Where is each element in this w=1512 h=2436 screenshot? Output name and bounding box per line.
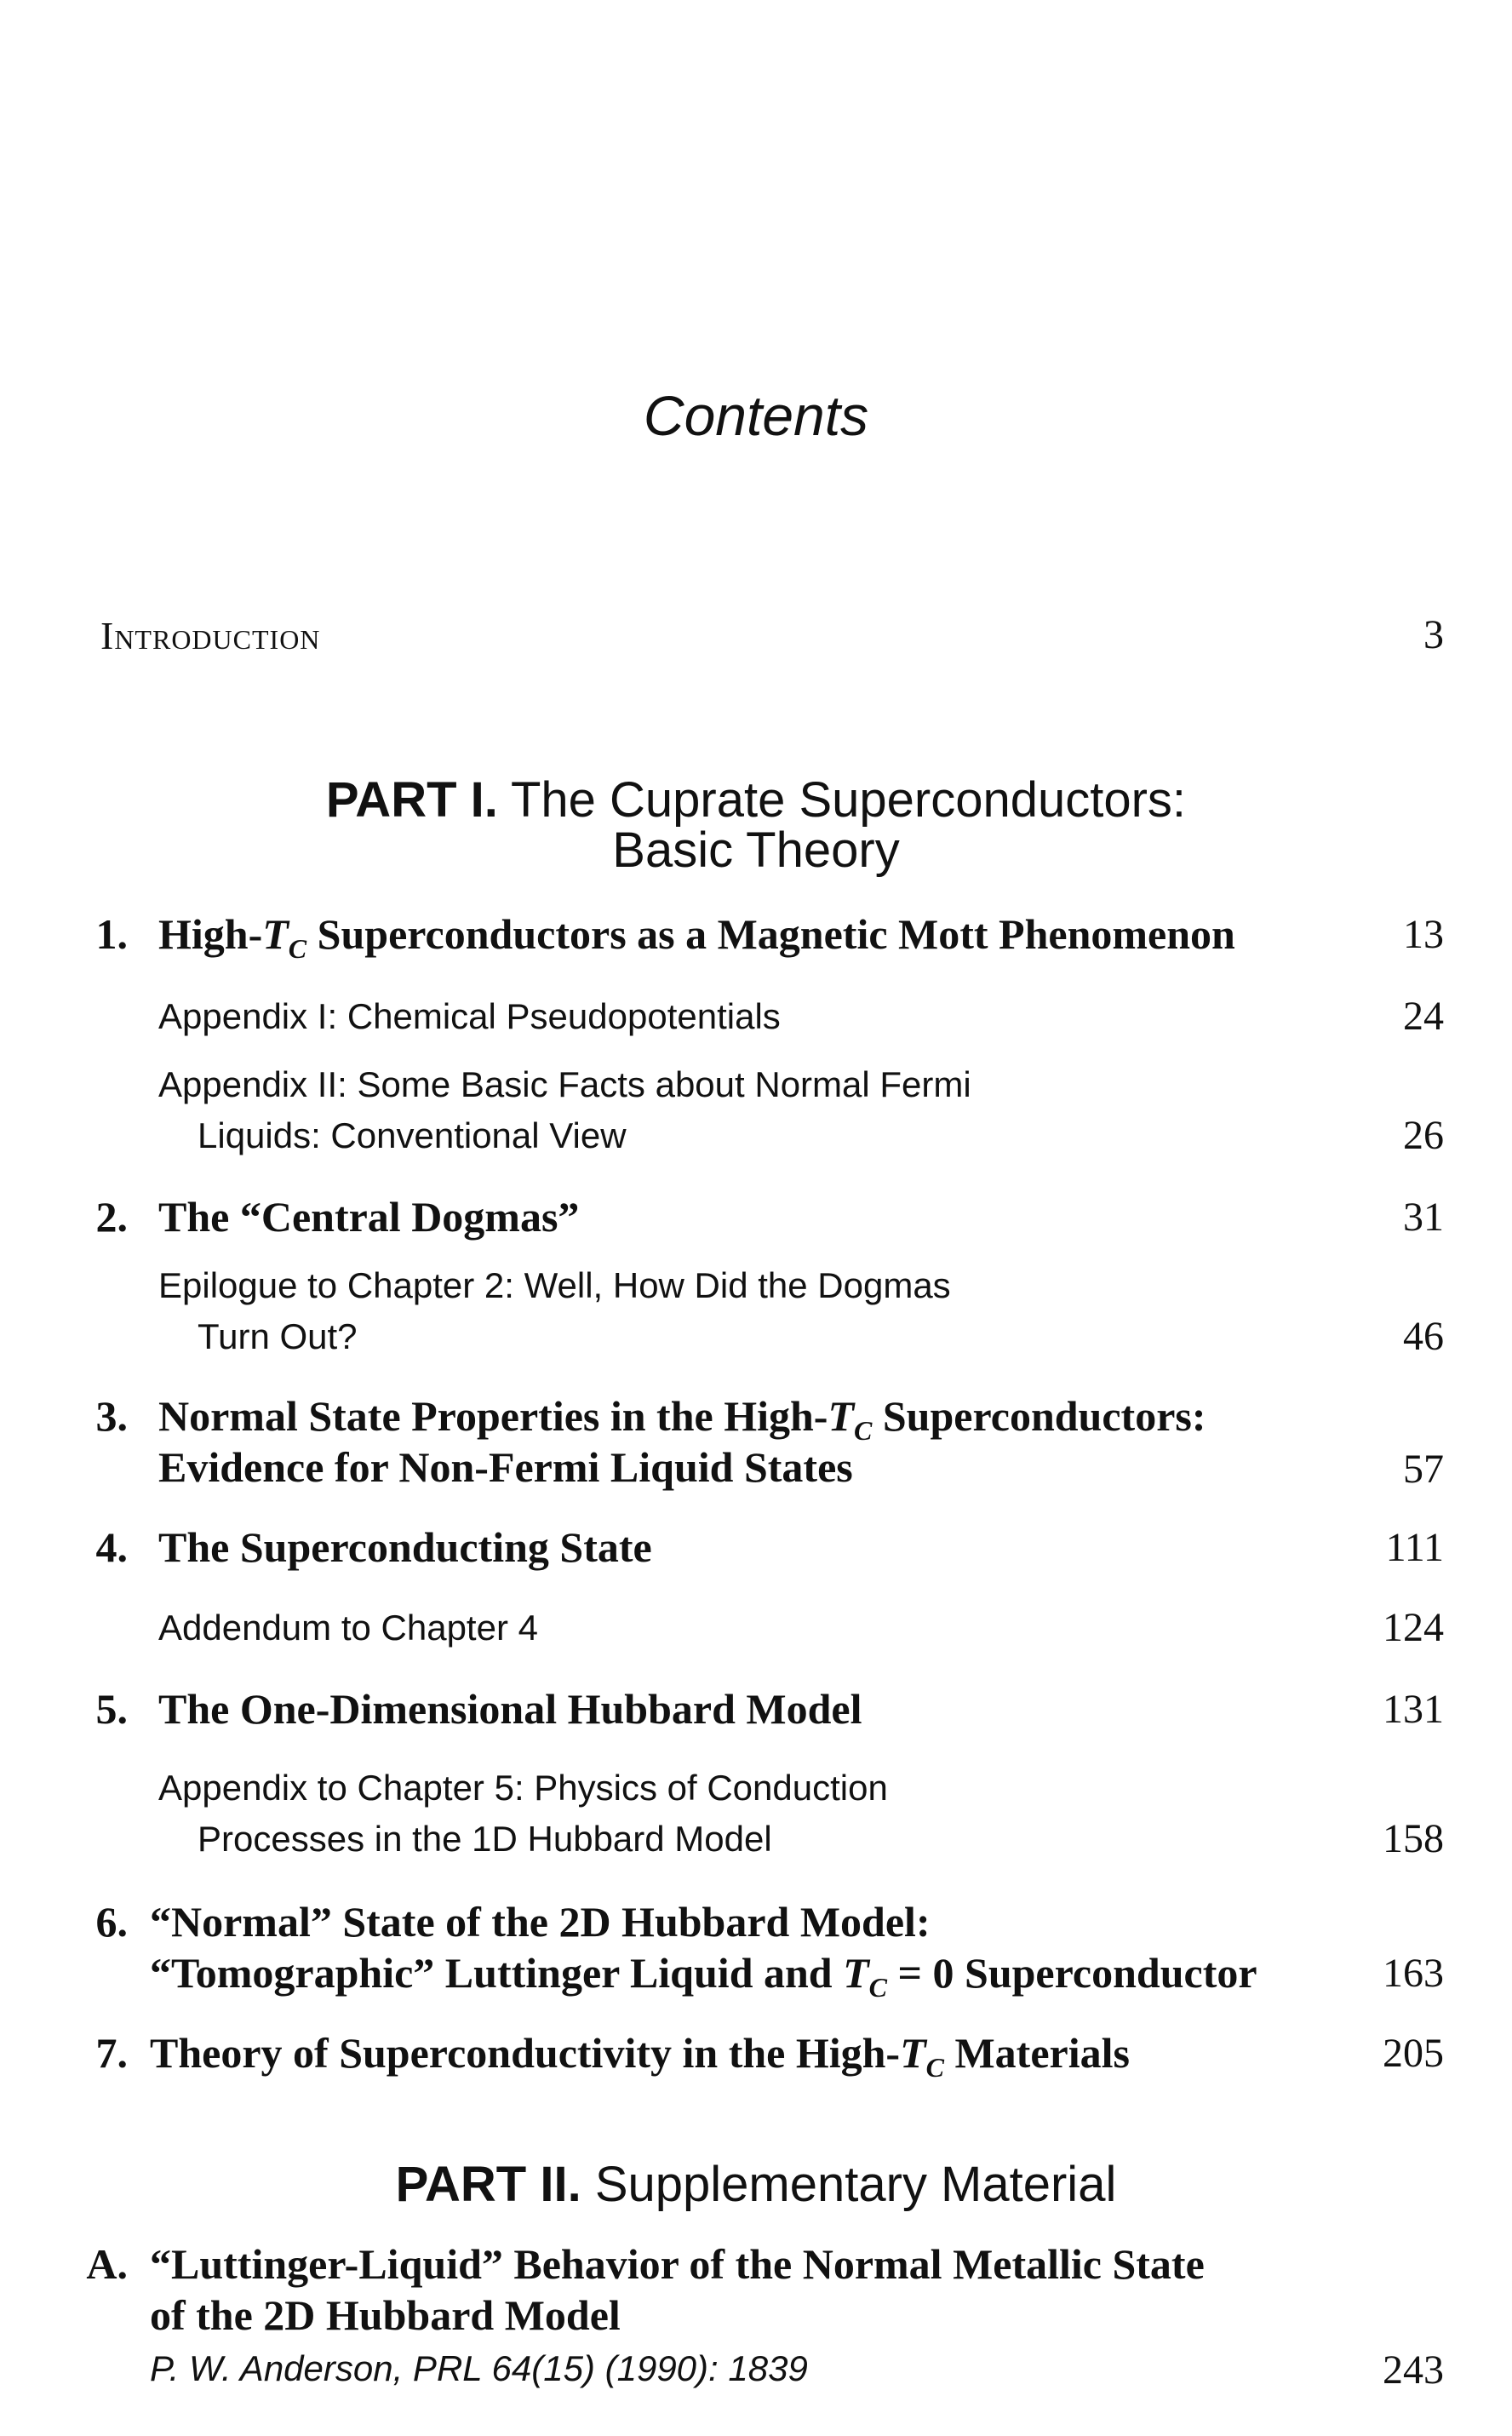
c-subscript: C bbox=[288, 933, 307, 964]
toc-entry-epilogue-2-line2: Turn Out? bbox=[198, 1316, 358, 1356]
page-number: 46 bbox=[1403, 1314, 1444, 1359]
toc-entry-chapter-7[interactable] bbox=[150, 2028, 1130, 2083]
toc-entry-appendix-2[interactable]: Appendix II: Some Basic Facts about Normal Fermi bbox=[158, 1064, 971, 1104]
chapter-number: 3. bbox=[95, 1392, 128, 1440]
chapter-title-rest: Superconductors as a Magnetic Mott Phenomenon bbox=[306, 910, 1235, 958]
part-label: PART I. bbox=[325, 772, 498, 828]
page-number: 31 bbox=[1403, 1195, 1444, 1240]
toc-entry-chapter-6-line2 bbox=[150, 1948, 1257, 2003]
page-number: 243 bbox=[1383, 2347, 1444, 2393]
t-symbol: T bbox=[262, 910, 289, 958]
toc-entry-appendix-5[interactable]: Appendix to Chapter 5: Physics of Conduction bbox=[158, 1768, 888, 1808]
part-label: PART II. bbox=[395, 2157, 581, 2212]
page-number: 13 bbox=[1403, 912, 1444, 957]
chapter-number: 7. bbox=[95, 2029, 128, 2077]
chapter-title: “Tomographic” Luttinger Liquid and bbox=[150, 1949, 844, 1997]
chapter-title: Normal State Properties in the High- bbox=[158, 1392, 828, 1440]
toc-entry-chapter-a-line2: of the 2D Hubbard Model bbox=[150, 2291, 621, 2339]
chapter-number: 6. bbox=[95, 1898, 128, 1946]
chapter-number: 4. bbox=[95, 1523, 128, 1571]
citation: P. W. Anderson, PRL 64(15) (1990): 1839 bbox=[150, 2348, 808, 2388]
c-subscript: C bbox=[868, 1972, 888, 2003]
toc-entry-addendum-4[interactable]: Addendum to Chapter 4 bbox=[158, 1608, 538, 1648]
c-subscript: C bbox=[854, 1415, 873, 1446]
page-number: 124 bbox=[1383, 1605, 1444, 1650]
part-heading bbox=[0, 2156, 1512, 2213]
toc-entry-chapter-a[interactable]: “Luttinger-Liquid” Behavior of the Normal Metallic State bbox=[150, 2240, 1205, 2288]
page-number: 24 bbox=[1403, 994, 1444, 1039]
part-heading bbox=[0, 771, 1512, 828]
page-number: 158 bbox=[1383, 1816, 1444, 1861]
page-number: 205 bbox=[1383, 2031, 1444, 2076]
t-symbol: T bbox=[828, 1392, 854, 1440]
page-number: 131 bbox=[1383, 1687, 1444, 1732]
toc-entry-chapter-1[interactable] bbox=[158, 909, 1235, 965]
toc-entry-chapter-5[interactable]: The One-Dimensional Hubbard Model bbox=[158, 1685, 862, 1733]
page-number: 26 bbox=[1403, 1113, 1444, 1158]
chapter-title-rest: Superconductors: bbox=[872, 1392, 1206, 1440]
page-number: 111 bbox=[1385, 1525, 1444, 1570]
chapter-number: 2. bbox=[95, 1193, 128, 1241]
toc-entry-chapter-6[interactable]: “Normal” State of the 2D Hubbard Model: bbox=[150, 1898, 931, 1946]
part-title-line2: Basic Theory bbox=[612, 823, 900, 878]
chapter-number: 5. bbox=[95, 1685, 128, 1733]
t-symbol: T bbox=[900, 2029, 926, 2077]
toc-entry-chapter-2[interactable]: The “Central Dogmas” bbox=[158, 1193, 580, 1241]
toc-entry-appendix-1[interactable]: Appendix I: Chemical Pseudopotentials bbox=[158, 996, 781, 1036]
chapter-title: Theory of Superconductivity in the High- bbox=[150, 2029, 901, 2077]
t-symbol: T bbox=[843, 1949, 869, 1997]
toc-entry-appendix-2-line2: Liquids: Conventional View bbox=[198, 1115, 627, 1155]
chapter-title-rest: Materials bbox=[943, 2029, 1130, 2077]
toc-entry-introduction[interactable]: Introduction bbox=[100, 614, 321, 657]
chapter-title: High- bbox=[158, 910, 263, 958]
toc-entry-chapter-3[interactable] bbox=[158, 1391, 1206, 1447]
page-number: 57 bbox=[1403, 1447, 1444, 1492]
chapter-number: A. bbox=[86, 2240, 128, 2288]
c-subscript: C bbox=[925, 2052, 944, 2083]
toc-entry-chapter-3-line2: Evidence for Non-Fermi Liquid States bbox=[158, 1443, 853, 1491]
chapter-number: 1. bbox=[95, 910, 128, 958]
page-title: Contents bbox=[643, 384, 869, 447]
toc-entry-epilogue-2[interactable]: Epilogue to Chapter 2: Well, How Did the Dogmas bbox=[158, 1265, 951, 1305]
chapter-title-rest: = 0 Superconductor bbox=[887, 1949, 1257, 1997]
toc-entry-appendix-5-line2: Processes in the 1D Hubbard Model bbox=[198, 1819, 772, 1859]
page-number: 3 bbox=[1423, 612, 1444, 657]
part-title: The Cuprate Superconductors: bbox=[510, 772, 1187, 828]
toc-entry-chapter-4[interactable]: The Superconducting State bbox=[158, 1523, 652, 1571]
part-title: Supplementary Material bbox=[594, 2157, 1117, 2212]
page-number: 163 bbox=[1383, 1951, 1444, 1996]
